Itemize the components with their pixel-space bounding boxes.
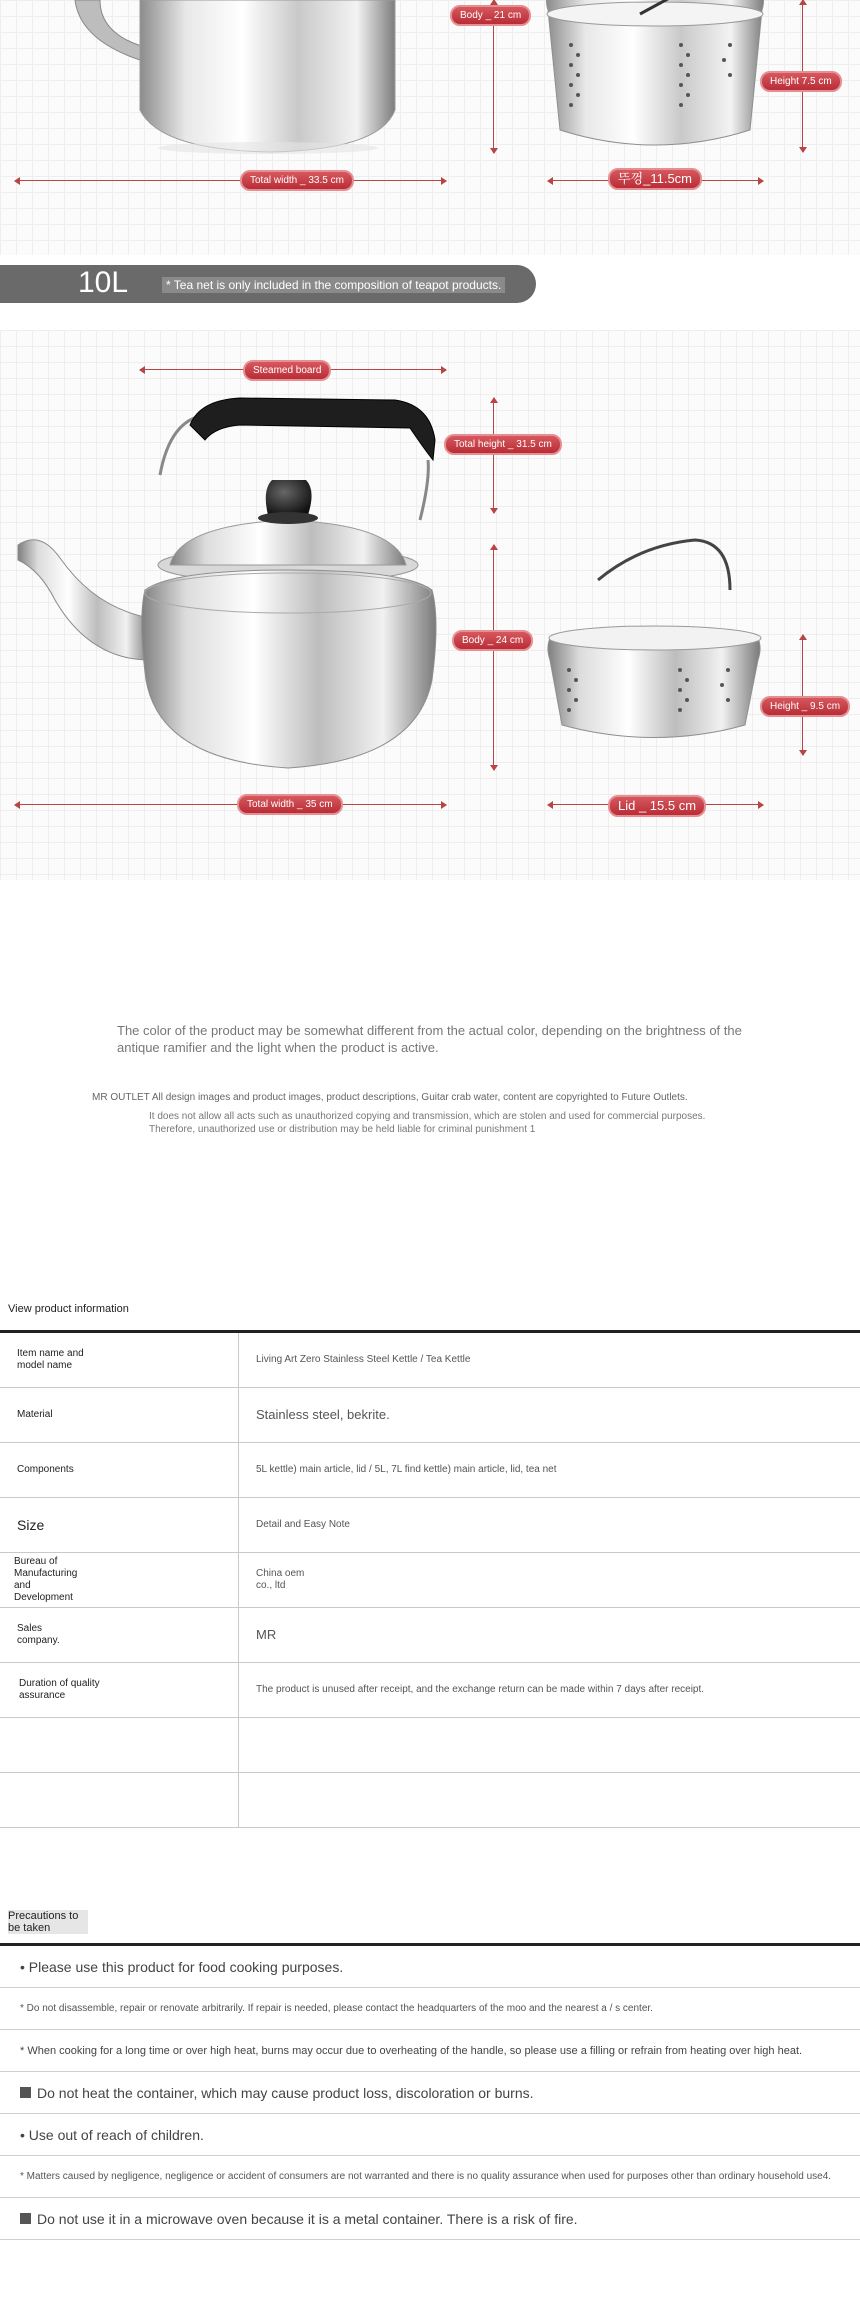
table-row	[0, 1718, 860, 1773]
info-value-manufacturer: China oem co., ltd	[256, 1568, 305, 1591]
total-height-dimension-line	[493, 398, 494, 513]
copyright-detail: It does not allow all acts such as unauthorized copying and transmission, which are stolen and used for commercial purposes. Therefore, unauthorized use or distribution may be held liable for criminal punishment 1	[149, 1111, 706, 1135]
size-figure-10l	[0, 330, 860, 880]
column-divider	[238, 1388, 239, 1442]
kettle-10l-image	[0, 330, 860, 880]
info-label-manufacturer: Bureau of Manufacturing and Development	[14, 1556, 78, 1603]
info-label-quality-assurance: Duration of quality assurance	[19, 1678, 100, 1701]
precaution-text: * When cooking for a long time or over high heat, burns may occur due to overheating of the handle, so please use a filling or refrain from heating over high heat.	[20, 2044, 803, 2057]
size-figure-top	[0, 0, 860, 255]
table-row	[0, 1388, 860, 1443]
precaution-text: Do not heat the container, which may cause product loss, discoloration or burns.	[37, 2084, 534, 2101]
strainer-height-tag: Height 7.5 cm	[760, 71, 842, 92]
info-value-sales-company: MR	[256, 1627, 277, 1642]
info-label-sales-company: Sales company.	[17, 1623, 60, 1646]
total-width-tag: Total width _ 33.5 cm	[240, 170, 354, 191]
body-height-dimension-line-10l	[493, 545, 494, 770]
column-divider	[238, 1718, 239, 1772]
info-value-item-name: Living Art Zero Stainless Steel Kettle / Tea Kettle	[256, 1354, 471, 1365]
info-label-empty	[17, 1773, 217, 1827]
column-divider	[238, 1608, 239, 1662]
info-label-empty	[17, 1718, 217, 1772]
list-item	[0, 2072, 860, 2114]
lid-size-tag-10l: Lid _ 15.5 cm	[608, 795, 706, 817]
info-label-size: Size	[17, 1517, 45, 1533]
capacity-label: 10L	[78, 266, 129, 299]
column-divider	[238, 1443, 239, 1497]
precautions-title: Precautions to be taken	[8, 1910, 88, 1934]
column-divider	[238, 1773, 239, 1827]
info-label-material: Material	[17, 1409, 53, 1420]
total-width-dimension-line-10l	[15, 804, 446, 805]
color-notice: The color of the product may be somewhat different from the actual color, depending on the brightness of the antique ramifier and the light when the product is active.	[117, 1023, 742, 1055]
body-size-tag-10l: Body _ 24 cm	[452, 630, 533, 651]
info-value-components: 5L kettle) main article, lid / 5L, 7L find kettle) main article, lid, tea net	[256, 1464, 557, 1475]
list-item	[0, 1946, 860, 1988]
precaution-text: * Matters caused by negligence, negligence or accident of consumers are not warranted and there is no quality assurance when used for purposes other than ordinary household use4.	[20, 2171, 832, 2182]
table-row	[0, 1608, 860, 1663]
list-item	[0, 1988, 860, 2030]
strainer-height-tag-10l: Height _ 9.5 cm	[760, 696, 850, 717]
column-divider	[238, 1333, 239, 1387]
info-value-quality-assurance: The product is unused after receipt, and the exchange return can be made within 7 days after receipt.	[256, 1684, 705, 1695]
info-label-components: Components	[17, 1464, 74, 1475]
table-row	[0, 1498, 860, 1553]
column-divider	[238, 1553, 239, 1607]
info-value-material: Stainless steel, bekrite.	[256, 1407, 390, 1422]
table-row	[0, 1663, 860, 1718]
list-item	[0, 2114, 860, 2156]
list-item	[0, 2156, 860, 2198]
info-label-item-name: Item name and model name	[17, 1348, 84, 1371]
precaution-text: * Do not disassemble, repair or renovate arbitrarily. If repair is needed, please contact the headquarters of the moo and the nearest a / s center.	[20, 2003, 653, 2014]
table-row	[0, 1773, 860, 1828]
table-row	[0, 1333, 860, 1388]
total-width-tag-10l: Total width _ 35 cm	[237, 794, 343, 815]
lid-size-tag: 뚜껑_11.5cm	[608, 168, 702, 190]
body-size-tag: Body _ 21 cm	[450, 5, 531, 26]
total-height-tag: Total height _ 31.5 cm	[444, 434, 562, 455]
steamed-board-tag: Steamed board	[243, 360, 331, 381]
table-row	[0, 1553, 860, 1608]
info-value-empty	[256, 1718, 846, 1772]
strainer-height-dimension-line-10l	[802, 635, 803, 755]
precaution-text: • Please use this product for food cooking purposes.	[20, 1958, 344, 1975]
copyright-line: MR OUTLET All design images and product images, product descriptions, Guitar crab water, content are copyrighted to Future Outlets.	[92, 1092, 688, 1103]
precaution-text: • Use out of reach of children.	[20, 2126, 204, 2143]
info-value-size: Detail and Easy Note	[256, 1519, 350, 1530]
info-value-empty	[256, 1773, 846, 1827]
precaution-text: Do not use it in a microwave oven because it is a metal container. There is a risk of fire.	[37, 2210, 578, 2227]
list-item	[0, 2030, 860, 2072]
column-divider	[238, 1663, 239, 1717]
table-row	[0, 1443, 860, 1498]
tea-net-note: * Tea net is only included in the composition of teapot products.	[162, 277, 505, 293]
square-bullet-icon	[20, 2087, 31, 2098]
square-bullet-icon	[20, 2213, 31, 2224]
list-item	[0, 2198, 860, 2240]
total-width-dimension-line	[15, 180, 446, 181]
product-info-title: View product information	[8, 1303, 129, 1315]
kettle-top-image	[0, 0, 860, 255]
column-divider	[238, 1498, 239, 1552]
